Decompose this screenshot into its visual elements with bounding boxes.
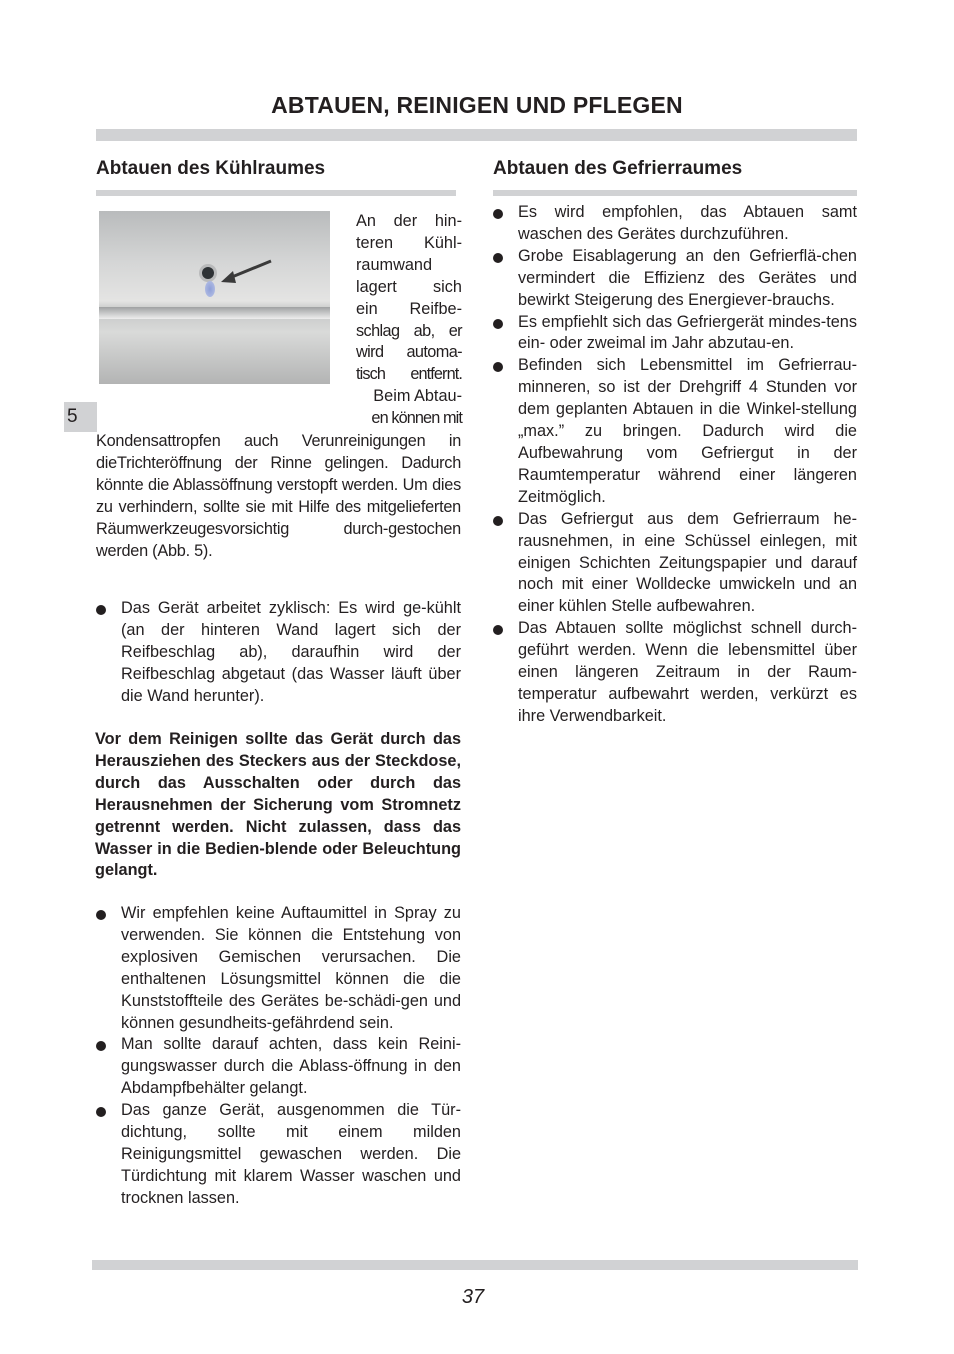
wrap-line: teren Kühl- — [356, 233, 462, 252]
list-cleaning — [96, 903, 461, 1210]
warning-paragraph: Vor dem Reinigen sollte das Gerät durch das Herausziehen des Steckers aus der Steckdose, durch das Ausschalten oder durch das Herausnehmen der Sicherung vom Stromnetz getrennt werden. Nicht zulassen, dass das Wasser in die Bedien-blende oder Beleuchtung gelangt. — [95, 730, 461, 880]
wrap-line: schlag ab, er — [356, 321, 462, 340]
title-divider — [96, 129, 857, 141]
wrap-line: lagert sich — [356, 277, 462, 296]
list-item: Man sollte darauf achten, dass kein Reini-gungswasser durch die Ablass-öffnung in den Abdampfbehälter gelangt. — [96, 1034, 461, 1100]
arrow-icon — [99, 211, 330, 384]
footer-divider — [92, 1260, 858, 1270]
wrap-line: ein Reifbe- — [356, 299, 462, 318]
section-divider-right — [493, 190, 857, 196]
section-heading-freezer: Abtauen des Gefrierraumes — [493, 158, 743, 179]
list-cycle — [96, 598, 461, 708]
section-divider-left — [96, 190, 456, 196]
list-item: Befinden sich Lebensmittel im Gefrierrau-minneren, so ist der Drehgriff 4 Stunden vor dem geplanten Abtauen in die Winkel-stellung „max.” zu bringen. Dadurch wird die Aufbewahrung vom Gefriergut in der Raumtemperatur während einer längeren Zeitmöglich. — [493, 355, 857, 508]
list-item: Wir empfehlen keine Auftaumittel in Spray zu verwenden. Sie können die Entstehung von explosiven Gemischen verursachen. Die enthaltenen Lösungsmittel können die die Kunststoffteile des Gerätes be-schädi-gen und können gesundheits-gefährdend sein. — [96, 903, 461, 1034]
figure-number-badge: 5 — [64, 402, 97, 432]
wrap-line: wird automa- — [356, 343, 462, 362]
drain-hole-photo — [99, 211, 330, 384]
wrapped-text-beside-photo — [356, 211, 462, 430]
list-item: Das Gefriergut aus dem Gefrierraum he-rausnehmen, in eine Schüssel einlegen, mit einigen Schichten Zeitungspapier und darauf noch mit einer Wolldecke umwickeln und an einer kühlen Stelle aufbewahren. — [493, 509, 857, 619]
list-item: Grobe Eisablagerung an den Gefrierflä-chen vermindert die Effizienz des Gerätes und bewirkt Steigerung des Energiever-brauchs. — [493, 246, 857, 312]
wrap-line: tisch entfernt. — [356, 365, 462, 384]
list-item: Das ganze Gerät, ausgenommen die Tür- dichtung, sollte mit einem milden Reinigungsmittel gewaschen werden. Die Türdichtung mit klarem Wasser waschen und trocknen lassen. — [96, 1100, 461, 1210]
page-title: ABTAUEN, REINIGEN UND PFLEGEN — [271, 92, 683, 118]
list-item: Das Gerät arbeitet zyklisch: Es wird ge-kühlt (an der hinteren Wand lagert sich der Reifbeschlag ab), daraufhin wird der Reifbeschlag abgetaut (das Wasser läuft über die Wand herunter). — [96, 598, 461, 708]
list-freezer — [493, 202, 857, 728]
list-item: Es empfiehlt sich das Gefriergerät mindes-tens ein- oder zweimal im Jahr abzutau-en. — [493, 312, 857, 356]
paragraph-defrost-fridge: Kondensattropfen auch Verunreinigungen in dieTrichteröffnung der Rinne gelingen. Dadurch könnte die Ablassöffnung verstopft werden. Um dies zu verhindern, sollte sie mit Hilfe des mitgelieferten Räumwerkzeugesvorsichtig durch-gestochen werden (Abb. 5). — [96, 432, 461, 560]
wrap-line: Beim Abtau- — [373, 387, 462, 406]
wrap-line: en können mit — [371, 409, 462, 428]
page-number: 37 — [461, 1286, 485, 1308]
section-heading-fridge: Abtauen des Kühlraumes — [96, 158, 326, 179]
list-item: Es wird empfohlen, das Abtauen samt waschen des Gerätes durchzuführen. — [493, 202, 857, 246]
wrap-line: An der hin- — [356, 212, 462, 230]
list-item: Das Abtauen sollte möglichst schnell durch-geführt werden. Wenn die lebensmittel über einen längeren Zeitraum in der Raum-temperatur aufbewahrt werden, verkürzt es ihre Verwendbarkeit. — [493, 618, 857, 728]
wrap-line: raumwand — [356, 255, 433, 274]
